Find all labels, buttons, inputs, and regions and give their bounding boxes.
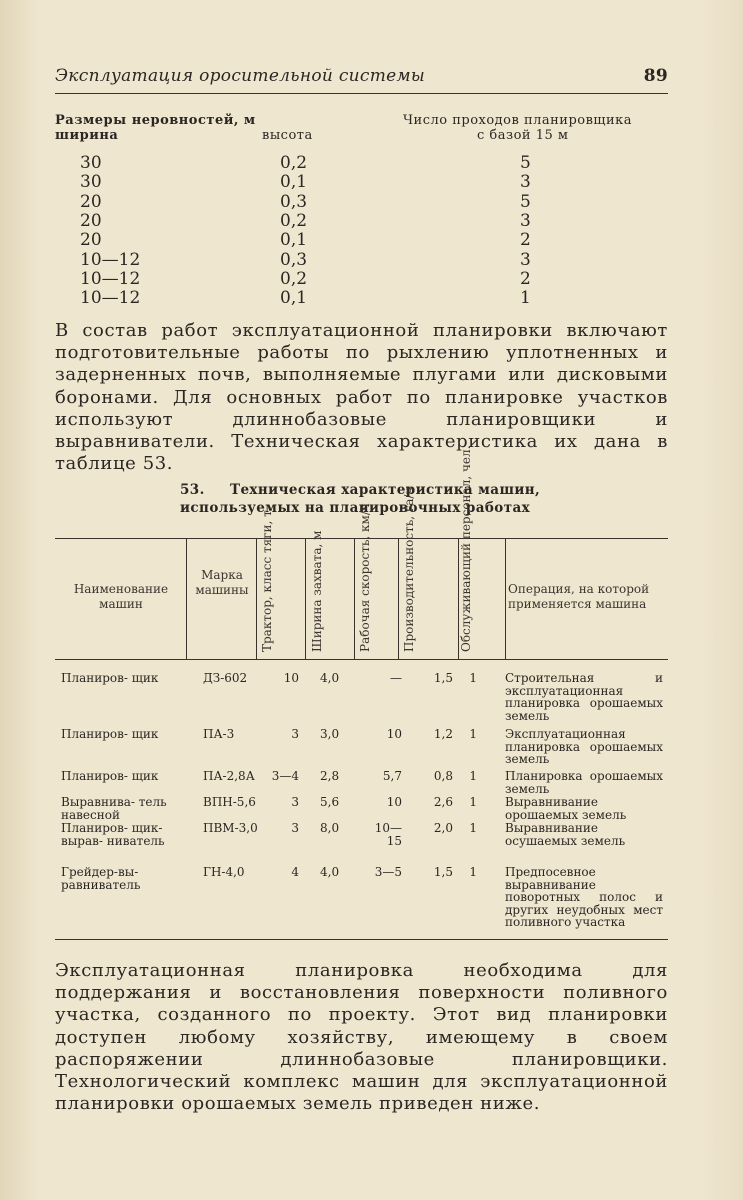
th-mark: Марка машины — [195, 568, 249, 597]
cell-productivity: 2,0 — [433, 821, 453, 835]
th-tractor: Трактор, класс тяги, т — [260, 510, 274, 652]
cell-operation: Планировка орошаемых земель — [505, 769, 663, 796]
col-divider — [256, 539, 257, 659]
cell-width: 30 — [80, 172, 102, 193]
cell-passes: 1 — [520, 288, 531, 309]
cell-speed: 3—5 — [374, 865, 402, 879]
cell-mark: ВПН-5,6 — [203, 795, 256, 809]
cell-height: 0,3 — [280, 191, 308, 212]
cell-passes: 5 — [520, 153, 531, 173]
cell-personnel: 1 — [469, 795, 477, 809]
cell-passes: 3 — [520, 210, 531, 231]
cell-width: 8,0 — [320, 821, 340, 835]
table-row — [55, 288, 668, 308]
cell-mark: ПА-3 — [203, 727, 235, 741]
col-divider — [305, 539, 306, 659]
cell-operation: Выравнивание орошаемых земель — [505, 795, 627, 822]
cell-passes: 3 — [520, 172, 531, 193]
cell-passes: 3 — [520, 249, 531, 270]
cell-width: 10—12 — [80, 268, 141, 289]
cell-tractor: 3—4 — [271, 769, 299, 783]
cell-mark: ПА-2,8А — [203, 769, 255, 783]
col-divider — [398, 539, 399, 659]
cell-operation: Эксплуатационная планировка орошаемых земель — [505, 727, 663, 766]
col-divider — [354, 539, 355, 659]
col1a-header: ширина — [55, 128, 119, 143]
cell-mark: ГН-4,0 — [203, 865, 245, 879]
cell-productivity: 0,8 — [433, 769, 453, 783]
cell-tractor: 3 — [291, 821, 299, 835]
cell-passes: 2 — [520, 230, 531, 251]
cell-width: 5,6 — [320, 795, 340, 809]
paragraph-2: Эксплуатационная планировка необходима для поддержания и восстановления поверхности поливного участка, созданного по проекту. Этот вид планировки доступен любому хозяйству, имеющему в своем распоряжении длиннобазовые планировщики. Технологический комплекс машин для эксплуатационной планировки орошаемых земель приведен ниже. — [55, 960, 668, 1115]
cell-name: Грейдер-вы- равниватель — [61, 865, 141, 892]
table-title-1: Техническая характеристика машин, — [230, 482, 541, 498]
cell-personnel: 1 — [469, 671, 477, 685]
cell-tractor: 4 — [291, 865, 299, 879]
cell-productivity: 1,2 — [433, 727, 453, 741]
th-operation: Операция, на которой применяется машина — [508, 582, 650, 611]
cell-speed: 5,7 — [382, 769, 402, 783]
table-row — [55, 230, 668, 250]
cell-tractor: 3 — [291, 795, 299, 809]
table-row — [55, 269, 668, 289]
cell-passes: 5 — [520, 191, 531, 212]
cell-name: Планиров- щик — [61, 727, 159, 741]
cell-productivity: 1,5 — [433, 671, 453, 685]
table-header-rule — [55, 659, 668, 660]
cell-width: 4,0 — [320, 671, 340, 685]
cell-name: Планиров- щик-вырав- ниватель — [61, 821, 165, 848]
cell-tractor: 3 — [291, 727, 299, 741]
cell-width: 20 — [80, 230, 102, 251]
th-personnel: Обслуживающий персонал, чел. — [459, 445, 473, 652]
col2-subtitle: с базой 15 м — [477, 128, 569, 143]
cell-productivity: 1,5 — [433, 865, 453, 879]
cell-width: 10—12 — [80, 249, 141, 270]
col2-title: Число проходов планировщика — [403, 113, 633, 128]
header-rule — [55, 93, 668, 94]
page-number: 89 — [643, 66, 668, 86]
th-productivity: Производительность, га/ч — [402, 486, 416, 652]
cell-operation: Выравнивание осушаемых земель — [505, 821, 626, 848]
cell-tractor: 10 — [283, 671, 299, 685]
th-width: Ширина захвата, м — [310, 530, 324, 652]
cell-width: 4,0 — [320, 865, 340, 879]
table-row — [55, 250, 668, 270]
cell-personnel: 1 — [469, 821, 477, 835]
cell-mark: ДЗ-602 — [203, 671, 248, 685]
table-row — [55, 172, 668, 192]
table-title-2: используемых на планировочных работах — [180, 500, 531, 516]
col1-title: Размеры неровностей, м — [55, 113, 256, 128]
cell-height: 0,1 — [280, 172, 308, 193]
cell-height: 0,2 — [280, 268, 308, 289]
cell-width: 20 — [80, 191, 102, 212]
table-row — [55, 192, 668, 212]
cell-productivity: 2,6 — [433, 795, 453, 809]
cell-personnel: 1 — [469, 769, 477, 783]
cell-operation: Строительная и эксплуатационная планировка орошаемых земель — [505, 671, 663, 723]
table-bottom-rule — [55, 939, 668, 940]
col1b-header: высота — [262, 128, 313, 143]
cell-speed: 10—15 — [374, 821, 402, 848]
cell-speed: — — [390, 671, 402, 685]
th-speed: Рабочая скорость, км/ч — [358, 503, 372, 652]
cell-height: 0,2 — [280, 153, 308, 173]
cell-width: 10—12 — [80, 288, 141, 309]
cell-personnel: 1 — [469, 727, 477, 741]
table-row — [55, 211, 668, 231]
cell-name: Выравнива- тель навесной — [61, 795, 167, 822]
header-title: Эксплуатация оросительной системы — [55, 66, 426, 86]
cell-mark: ПВМ-3,0 — [203, 821, 258, 835]
cell-name: Планиров- щик — [61, 671, 159, 685]
table-number: 53. — [180, 482, 205, 498]
cell-width: 30 — [80, 153, 102, 173]
cell-name: Планиров- щик — [61, 769, 159, 783]
col-divider — [505, 539, 506, 659]
table-row — [55, 153, 668, 173]
cell-operation: Предпосевное выравнивание поворотных полос и других неудобных мест поливного участка — [505, 865, 663, 929]
cell-personnel: 1 — [469, 865, 477, 879]
cell-height: 0,3 — [280, 249, 308, 270]
cell-height: 0,1 — [280, 288, 308, 309]
th-name: Наименование машин — [73, 582, 169, 611]
running-header — [55, 66, 668, 86]
cell-width: 20 — [80, 210, 102, 231]
cell-height: 0,2 — [280, 210, 308, 231]
cell-speed: 10 — [386, 795, 402, 809]
cell-height: 0,1 — [280, 230, 308, 251]
paragraph-1: В состав работ эксплуатационной планировки включают подготовительные работы по рыхлению уплотненных и задерненных почв, выполняемые плугами или дисковыми боронами. Для основных работ по планировке участков используют длиннобазовые планировщики и выравниватели. Техническая характеристика их дана в таблице 53. — [55, 320, 668, 475]
cell-speed: 10 — [386, 727, 402, 741]
cell-passes: 2 — [520, 268, 531, 289]
cell-width: 2,8 — [320, 769, 340, 783]
col-divider — [186, 539, 187, 659]
cell-width: 3,0 — [320, 727, 340, 741]
